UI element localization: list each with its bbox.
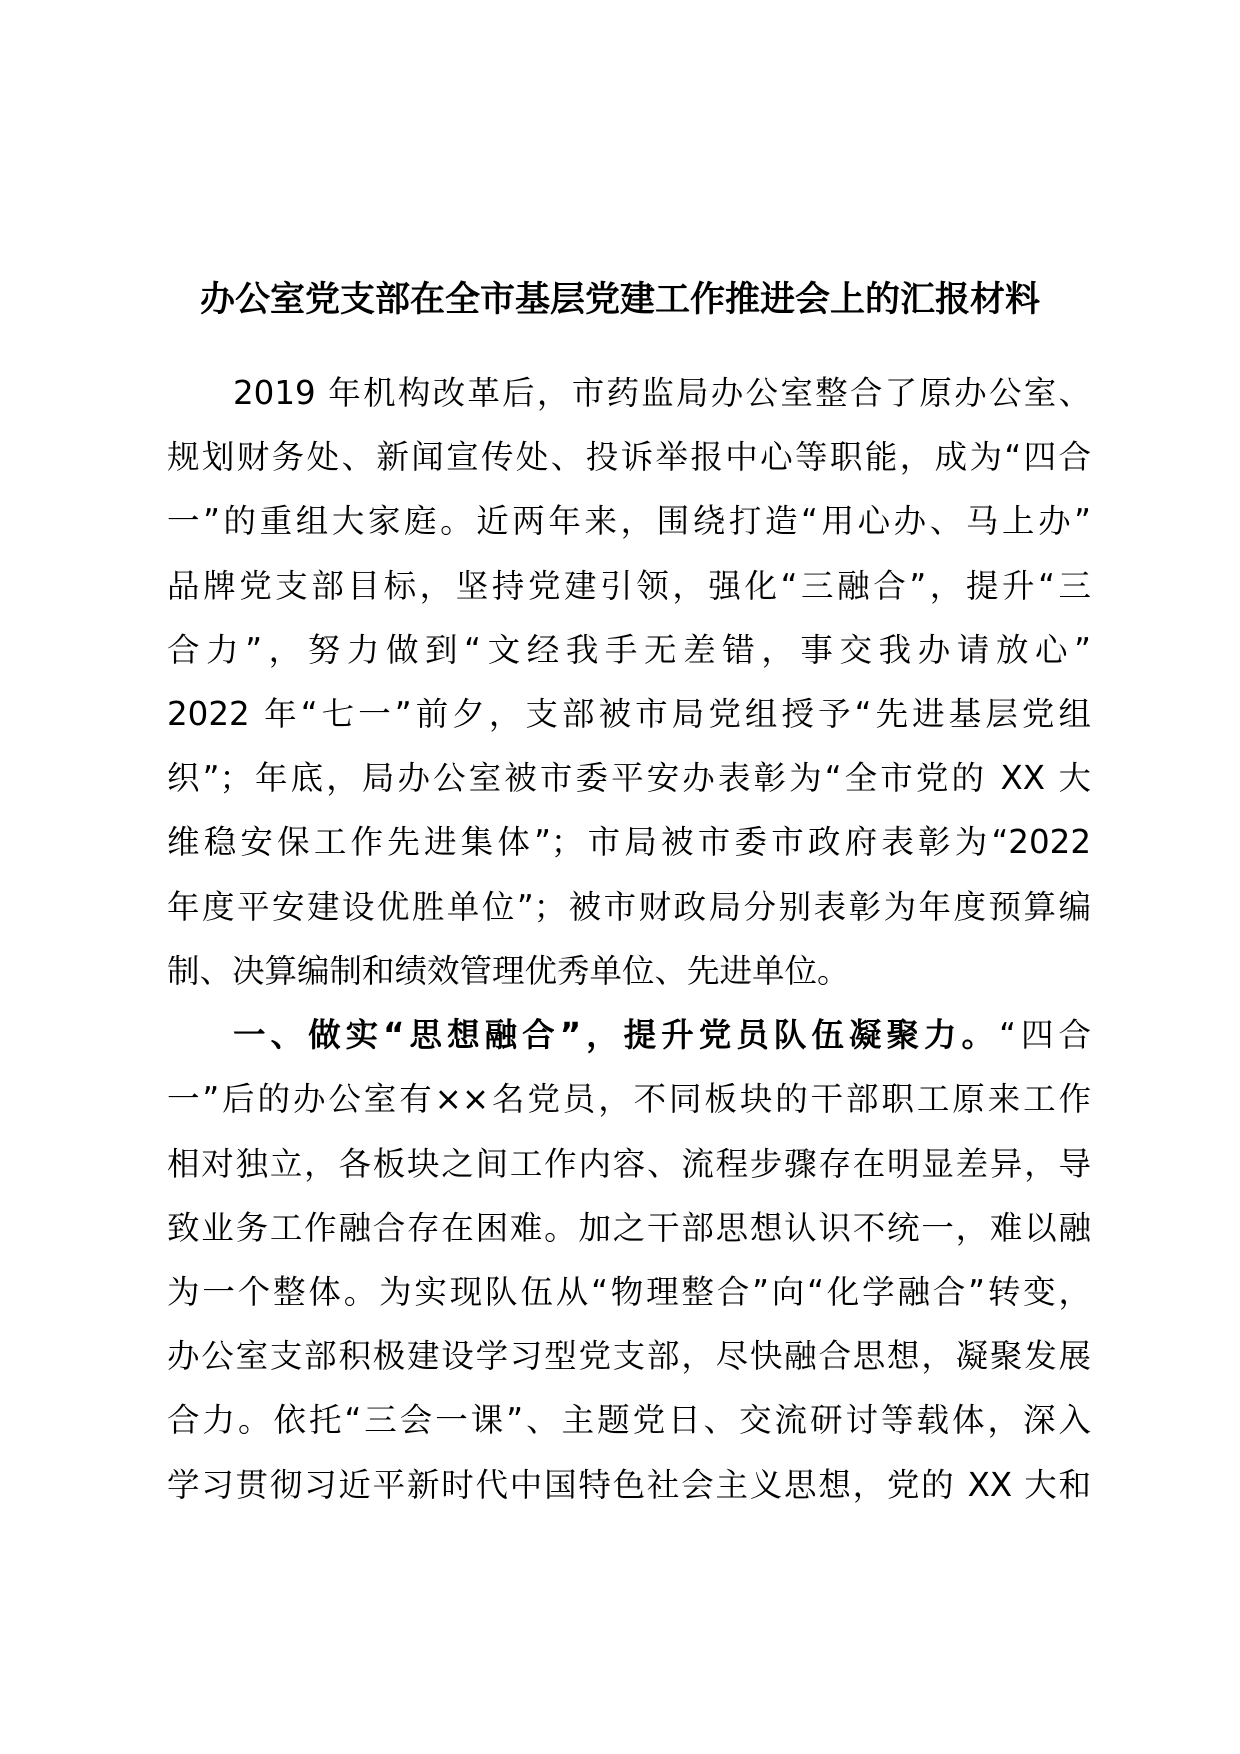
paragraph-line: 一”的重组大家庭。近两年来，围绕打造“用心办、马上办” <box>167 502 1091 540</box>
paragraph-line: 织”；年底，局办公室被市委平安办表彰为“全市党的 XX 大 <box>167 759 1091 797</box>
paragraph-line: 学习贯彻习近平新时代中国特色社会主义思想，党的 XX 大和 <box>167 1466 1091 1504</box>
paragraph-line: 合力。依托“三会一课”、主题党日、交流研讨等载体，深入 <box>167 1401 1091 1439</box>
paragraph-line: 相对独立，各板块之间工作内容、流程步骤存在明显差异，导 <box>167 1145 1091 1183</box>
paragraph-line: 维稳安保工作先进集体”；市局被市委市政府表彰为“2022 <box>167 823 1091 861</box>
paragraph-line: 办公室支部积极建设学习型党支部，尽快融合思想，凝聚发展 <box>167 1337 1091 1375</box>
paragraph-line: 一”后的办公室有××名党员，不同板块的干部职工原来工作 <box>167 1080 1091 1118</box>
paragraph-line: 规划财务处、新闻宣传处、投诉举报中心等职能，成为“四合 <box>167 438 1091 476</box>
section-heading: 一、做实“思想融合”，提升党员队伍凝聚力。 <box>233 1016 1000 1054</box>
section-heading-line <box>167 1015 1091 1055</box>
paragraph-line: 年度平安建设优胜单位”；被市财政局分别表彰为年度预算编 <box>167 888 1091 926</box>
document-title: 办公室党支部在全市基层党建工作推进会上的汇报材料 <box>199 280 1040 320</box>
paragraph-line: 2019 年机构改革后，市药监局办公室整合了原办公室、 <box>233 374 1091 412</box>
paragraph-line: 致业务工作融合存在困难。加之干部思想认识不统一，难以融 <box>167 1209 1091 1247</box>
paragraph-line: 2022 年“七一”前夕，支部被市局党组授予“先进基层党组 <box>167 695 1091 733</box>
paragraph-line: 为一个整体。为实现队伍从“物理整合”向“化学融合”转变， <box>167 1273 1091 1311</box>
paragraph-line: 合力”，努力做到“文经我手无差错，事交我办请放心” <box>167 631 1091 669</box>
paragraph-line: 品牌党支部目标，坚持党建引领，强化“三融合”，提升“三 <box>167 567 1091 605</box>
section-heading-tail: “四合 <box>999 1016 1091 1054</box>
paragraph-line: 制、决算编制和绩效管理优秀单位、先进单位。 <box>167 952 850 990</box>
